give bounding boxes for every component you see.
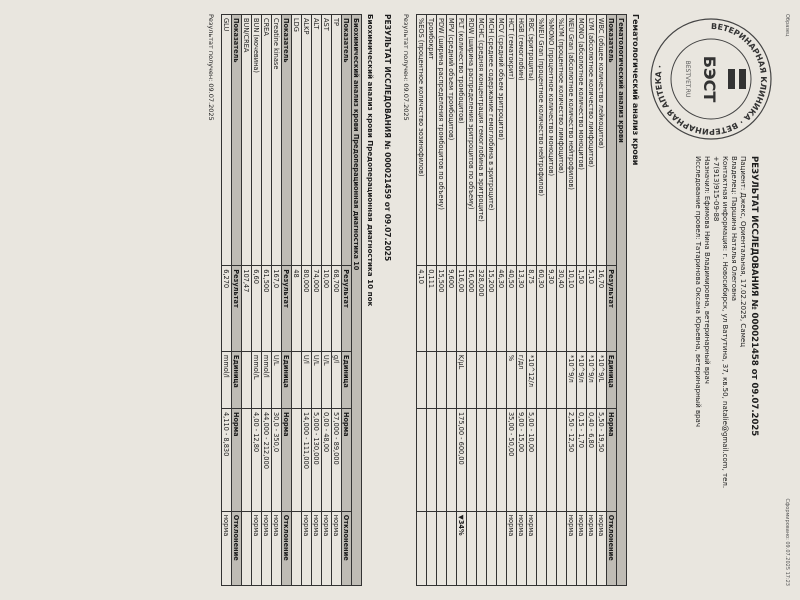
- table-row: [587, 15, 597, 586]
- cell-result: 48: [292, 266, 302, 352]
- cell-name: Тромбокрит: [427, 15, 437, 266]
- logo-center-text: БЭСТ: [700, 55, 719, 103]
- cell-unit: [437, 351, 447, 408]
- col-header: Показатель: [342, 15, 352, 266]
- received-note: Результат получен: 09.07.2025: [402, 14, 410, 121]
- cell-norm: 9,00 - 15,00: [517, 408, 527, 511]
- table-row: [222, 15, 232, 586]
- cell-norm: [447, 408, 457, 511]
- col-header: Отклонение: [282, 511, 292, 585]
- cell-name: NEU Gran (абсолютное количество нейтрофилов): [567, 15, 577, 266]
- table-row: [332, 15, 342, 586]
- cell-norm: 0,40 - 6,80: [587, 408, 597, 511]
- cell-unit: mmol/l: [222, 351, 232, 408]
- cell-result: 167,0: [272, 266, 282, 352]
- cell-norm: [547, 408, 557, 511]
- hema-table: [416, 14, 627, 586]
- cell-norm: 0,15 - 1,70: [577, 408, 587, 511]
- cell-dev: норма: [517, 511, 527, 585]
- col-header: Отклонение: [607, 511, 617, 585]
- col-header: Результат: [342, 266, 352, 352]
- cell-dev: норма: [527, 511, 537, 585]
- table-row: [242, 15, 252, 586]
- cell-name: BUN/CREA: [242, 15, 252, 266]
- cell-dev: [557, 511, 567, 585]
- bio-table: [221, 14, 362, 586]
- header-line: Исследование провел: Татаринова Оксана Юрьевна, ветеринарный врач: [694, 156, 702, 427]
- cell-dev: норма: [252, 511, 262, 585]
- cell-name: LDG: [292, 15, 302, 266]
- bio-body-1: [302, 15, 342, 586]
- top-line: [784, 14, 790, 586]
- cell-unit: U/l: [302, 351, 312, 408]
- cell-dev: норма: [507, 511, 517, 585]
- cell-norm: 5,000 - 130,000: [312, 408, 322, 511]
- cell-unit: [427, 351, 437, 408]
- cell-unit: [467, 351, 477, 408]
- table-row: [457, 15, 467, 586]
- cell-result: 15,500: [437, 266, 447, 352]
- cell-norm: [487, 408, 497, 511]
- cell-unit: mmol/L: [252, 351, 262, 408]
- cell-name: ALKP: [302, 15, 312, 266]
- cell-norm: [467, 408, 477, 511]
- table-row: [527, 15, 537, 586]
- cell-result: 10,10: [567, 266, 577, 352]
- cell-norm: 2,50 - 12,50: [567, 408, 577, 511]
- col-header: Норма: [342, 408, 352, 511]
- cell-unit: U/L: [312, 351, 322, 408]
- cell-dev: [447, 511, 457, 585]
- hema-body: [417, 15, 607, 586]
- cell-name: MCHC (средняя концентрация гемоглобина в эритроците): [477, 15, 487, 266]
- table-row: [597, 15, 607, 586]
- header-line: Контактная информация: г. Новосибирск, ул Ватутина, 37, кв.50, natalie@gmail.com, тел.: [721, 156, 729, 489]
- cell-name: %LYM (процентное количество лимфоцитов): [557, 15, 567, 266]
- cell-dev: [437, 511, 447, 585]
- cell-result: 116,00: [457, 266, 467, 352]
- table-row: [577, 15, 587, 586]
- cell-result: 74,000: [312, 266, 322, 352]
- cell-unit: mmol/l: [262, 351, 272, 408]
- cell-dev: норма: [322, 511, 332, 585]
- cell-unit: g/l: [332, 351, 342, 408]
- header-line: +7(913)915-09-88: [712, 156, 720, 222]
- cell-dev: норма: [597, 511, 607, 585]
- cell-norm: 5,00 - 10,00: [527, 408, 537, 511]
- cell-result: 1,50: [577, 266, 587, 352]
- cell-dev: [497, 511, 507, 585]
- table-row: [302, 15, 312, 586]
- bio-title: Биохимический анализ крови Предоперационная диагностика 10 пок: [366, 14, 375, 307]
- table-row: [517, 15, 527, 586]
- table-row: [292, 15, 302, 586]
- cell-name: %NEU Gran (процентное количество нейтрофилов): [537, 15, 547, 266]
- cell-name: CREA: [262, 15, 272, 266]
- cell-result: 16,70: [597, 266, 607, 352]
- cell-name: MCH (среднее содержание гемоглобина в эритроците): [487, 15, 497, 266]
- cell-unit: г/дл: [517, 351, 527, 408]
- bio-body-3: [222, 15, 232, 586]
- cell-name: TP: [332, 15, 342, 266]
- cell-dev: норма: [222, 511, 232, 585]
- cell-name: MCV (средний объем эритроцитов): [497, 15, 507, 266]
- col-header: Единица: [232, 351, 242, 408]
- table-row: [427, 15, 437, 586]
- cell-unit: *10^12/л: [527, 351, 537, 408]
- cell-norm: 35,00 - 50,00: [507, 408, 517, 511]
- cell-unit: K/μL: [457, 351, 467, 408]
- cell-dev: [427, 511, 437, 585]
- cell-unit: [497, 351, 507, 408]
- table-row: [547, 15, 557, 586]
- ldg-block: [282, 15, 302, 586]
- cell-result: 15,200: [487, 266, 497, 352]
- table-row: [477, 15, 487, 586]
- cell-norm: 4,00 - 12,80: [252, 408, 262, 511]
- col-header: Показатель: [232, 15, 242, 266]
- cell-unit: *10^9/л: [587, 351, 597, 408]
- cell-unit: *10^9/л: [567, 351, 577, 408]
- table-row: [487, 15, 497, 586]
- cell-dev: норма: [577, 511, 587, 585]
- col-header: Единица: [607, 351, 617, 408]
- table-row: [567, 15, 577, 586]
- cell-result: 8,75: [527, 266, 537, 352]
- cell-norm: 30,0 - 350,0: [272, 408, 282, 511]
- col-header: Отклонение: [342, 511, 352, 585]
- hema-subtitle: Гематологический анализ крови: [617, 15, 627, 586]
- cell-name: PLT (количество тромбоцитов): [457, 15, 467, 266]
- cell-name: WBC (общее количество лейкоцитов): [597, 15, 607, 266]
- table-row: [537, 15, 547, 586]
- cell-unit: *10^9/л: [577, 351, 587, 408]
- cell-unit: *10^9/L: [597, 351, 607, 408]
- cell-result: 107,47: [242, 266, 252, 352]
- cell-dev: норма: [312, 511, 322, 585]
- cell-dev: [537, 511, 547, 585]
- cell-result: 60,30: [537, 266, 547, 352]
- cell-unit: U/L: [272, 351, 282, 408]
- cell-norm: 4,110 - 8,830: [222, 408, 232, 511]
- cell-norm: [497, 408, 507, 511]
- cell-norm: [437, 408, 447, 511]
- cell-result: 80,000: [302, 266, 312, 352]
- cell-norm: 0,00 - 48,00: [322, 408, 332, 511]
- table-row: [252, 15, 262, 586]
- top-note: Образец: [784, 14, 790, 37]
- table-row: [497, 15, 507, 586]
- table-row: [557, 15, 567, 586]
- cell-name: GLU: [222, 15, 232, 266]
- header-line: Назначил: Ефимова Нина Владимировна, ветеринарный врач: [703, 156, 711, 384]
- bio-result-title: РЕЗУЛЬТАТ ИССЛЕДОВАНИЯ № 000021459 от 09.07.2025: [383, 14, 392, 262]
- col-header: Результат: [607, 266, 617, 352]
- col-header: Единица: [342, 351, 352, 408]
- header-line: Владелец: Паршина Наталья Олеговна: [730, 156, 738, 302]
- table-row: [322, 15, 332, 586]
- cell-dev: норма: [302, 511, 312, 585]
- col-header: Норма: [282, 408, 292, 511]
- col-header: Результат: [282, 266, 292, 352]
- bun-crea-block: [232, 15, 252, 586]
- cell-name: MPV (средний объем тромбоцитов): [447, 15, 457, 266]
- clinic-logo: [646, 14, 776, 144]
- cell-result: 9,30: [547, 266, 557, 352]
- col-header: Норма: [607, 408, 617, 511]
- col-header: Отклонение: [232, 511, 242, 585]
- table-row: [262, 15, 272, 586]
- cell-norm: 57,000 - 89,000: [332, 408, 342, 511]
- header-text: [646, 156, 776, 488]
- cell-dev: норма: [587, 511, 597, 585]
- hema-section-title: Гематологический анализ крови: [631, 14, 640, 166]
- cell-unit: [447, 351, 457, 408]
- cell-result: 0,111: [427, 266, 437, 352]
- cell-result: 30,40: [557, 266, 567, 352]
- cell-name: %MONO (процентное количество моноцитов): [547, 15, 557, 266]
- header-title: РЕЗУЛЬТАТ ИССЛЕДОВАНИЯ № 000021458 от 09.07.2025: [749, 156, 759, 437]
- cell-dev: [547, 511, 557, 585]
- cell-result: 9,600: [447, 266, 457, 352]
- cell-unit: [547, 351, 557, 408]
- cell-norm: [417, 408, 427, 511]
- cell-dev: ▼34%: [457, 511, 467, 585]
- table-row: [467, 15, 477, 586]
- cell-result: 16,000: [467, 266, 477, 352]
- cell-result: 46,30: [497, 266, 507, 352]
- cell-result: 328,000: [477, 266, 487, 352]
- col-header: Единица: [282, 351, 292, 408]
- cell-result: 13,30: [517, 266, 527, 352]
- table-row: [417, 15, 427, 586]
- cell-dev: норма: [272, 511, 282, 585]
- cell-result: 68,700: [332, 266, 342, 352]
- received-note-2: Результат получен: 09.07.2025: [207, 14, 215, 121]
- cell-dev: [467, 511, 477, 585]
- bio-header-row-3: [232, 15, 242, 586]
- cell-norm: 44,000 - 212,000: [262, 408, 272, 511]
- cell-name: %EOS (процентное количество эозинофилов): [417, 15, 427, 266]
- col-header: Показатель: [607, 15, 617, 266]
- cell-norm: [557, 408, 567, 511]
- bio-body-2: [252, 15, 282, 586]
- table-row: [507, 15, 517, 586]
- logo-emblem: [646, 14, 776, 144]
- header-line: Пациент: Джекс, Ориентальная, 17.02.2025, Самец: [739, 156, 747, 347]
- cell-unit: [557, 351, 567, 408]
- table-row: [437, 15, 447, 586]
- col-header: Показатель: [282, 15, 292, 266]
- cell-result: 40,50: [507, 266, 517, 352]
- cell-norm: [427, 408, 437, 511]
- logo-tagline: BESTVET.RU: [684, 60, 691, 98]
- cell-dev: [417, 511, 427, 585]
- cell-result: 4,10: [417, 266, 427, 352]
- cell-dev: [487, 511, 497, 585]
- top-stamp: Сформировано: 09.07.2025 17:23: [784, 498, 790, 586]
- cell-name: AST: [322, 15, 332, 266]
- cell-name: HCT (гематокрит): [507, 15, 517, 266]
- cell-name: RBC (эритроциты): [527, 15, 537, 266]
- cell-result: 6,60: [252, 266, 262, 352]
- cell-unit: U/L: [322, 351, 332, 408]
- cell-norm: 5,50 - 19,50: [597, 408, 607, 511]
- cell-result: 6,270: [222, 266, 232, 352]
- cell-name: LYM (абсолютное количество лимфоцитов): [587, 15, 597, 266]
- table-row: [312, 15, 322, 586]
- cell-result: 61,500: [262, 266, 272, 352]
- cell-name: ALT: [312, 15, 322, 266]
- cell-unit: [487, 351, 497, 408]
- logo-ring-text: ВЕТЕРИНАРНАЯ КЛИНИКА · ВЕТЕРИНАРНАЯ АПТЕКА ·: [653, 21, 769, 137]
- cell-name: HGB (гемоглобин): [517, 15, 527, 266]
- cell-unit: [417, 351, 427, 408]
- cell-name: PDW (ширина распределения тромбоцитов по объему): [437, 15, 447, 266]
- col-header: Результат: [232, 266, 242, 352]
- bio-header-row-2: [282, 15, 292, 586]
- bio-subtitle: Биохимический анализ крови Предоперационная диагностика 10: [352, 15, 362, 586]
- cell-result: 5,10: [587, 266, 597, 352]
- cell-name: Creatine kinase: [272, 15, 282, 266]
- cell-norm: [477, 408, 487, 511]
- cell-dev: норма: [262, 511, 272, 585]
- report-header: [646, 14, 776, 586]
- cell-unit: [477, 351, 487, 408]
- cell-name: RDW (ширина распределения эритроцитов по объему): [467, 15, 477, 266]
- hema-header-row: [607, 15, 617, 586]
- cell-dev: норма: [332, 511, 342, 585]
- cell-norm: 14,000 - 111,000: [302, 408, 312, 511]
- cell-name: BUN (мочевина): [252, 15, 262, 266]
- cell-dev: норма: [567, 511, 577, 585]
- cell-unit: %: [507, 351, 517, 408]
- cell-norm: [537, 408, 547, 511]
- cell-result: 10,00: [322, 266, 332, 352]
- cell-norm: 175,00 - 600,00: [457, 408, 467, 511]
- col-header: Норма: [232, 408, 242, 511]
- table-row: [272, 15, 282, 586]
- cell-unit: [537, 351, 547, 408]
- bio-header-row: [342, 15, 352, 586]
- table-row: [447, 15, 457, 586]
- cell-name: MONO (абсолютное количество моноцитов): [577, 15, 587, 266]
- cell-dev: [477, 511, 487, 585]
